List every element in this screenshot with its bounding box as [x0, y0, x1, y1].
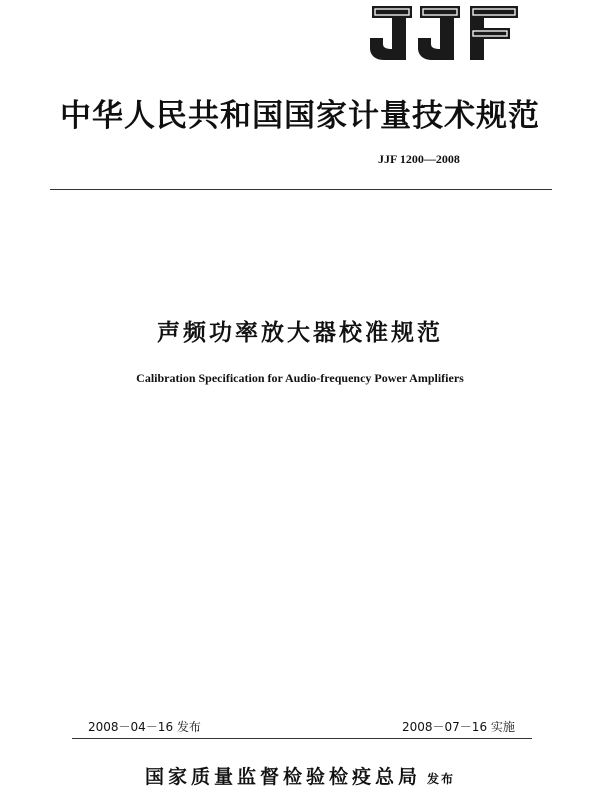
header-divider	[50, 189, 552, 190]
publisher-name: 国家质量监督检验检疫总局	[144, 766, 421, 788]
publisher-line	[0, 762, 600, 789]
issue-date: 2008－04－16 发布	[88, 720, 201, 734]
implementation-date: 2008－07－16 实施	[402, 720, 515, 734]
document-title-en: Calibration Specification for Audio-frequency Power Amplifiers	[136, 371, 464, 385]
footer-divider	[72, 738, 532, 739]
standard-number: JJF 1200—2008	[378, 152, 460, 166]
jjf-logo-mark	[368, 4, 522, 62]
jjf-logo	[368, 4, 522, 62]
publisher-action: 发布	[427, 772, 456, 786]
document-title-cn: 声频功率放大器校准规范	[157, 320, 443, 346]
standard-series-title: 中华人民共和国国家计量技术规范	[60, 98, 540, 134]
